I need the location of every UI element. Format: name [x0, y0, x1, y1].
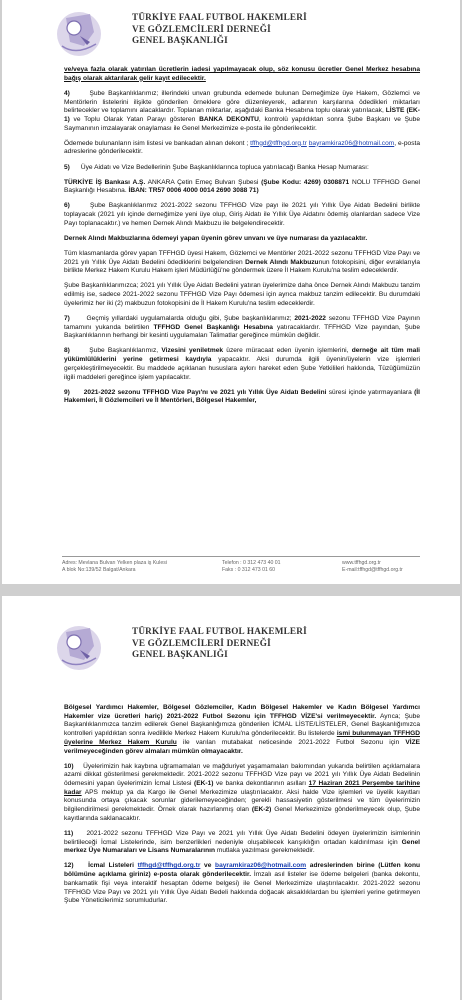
bank-name: TÜRKİYE İŞ Bankası A.Ş.	[64, 178, 146, 186]
paragraph-number: 4)	[64, 89, 70, 97]
text: ve	[200, 862, 216, 870]
text: Ayrıca; Şube Başkanlıklarımızca tanzim edilerek Genel Başkanlığımıza gönderilen İCMAL LİSTE/LİSTELER, Genel Başkanlığımızca kontrolleri yapıldıktan sonra ivedilikle Merkez Hakem Kurulu'na gönderilecektir. Bu listelerde	[64, 712, 420, 738]
account-label: TFFHGD Genel Başkanlığı Hesabına	[153, 323, 273, 331]
document-page-1	[2, 0, 460, 584]
paragraph-number: 8)	[64, 347, 70, 355]
emphasis: Vizesini yeniletmek	[161, 347, 224, 355]
paragraph-6-branch: Şube Başkanlıklarımızca; 2021 yılı Yıllık Üye Aidatı Bedelini yatıran üyelerimize daha önce Dernek Alındı Makbuzu tanzim edilmiş ise, sadece 2021-2022 sezonu TFFHGD Vize Payı ödemesi için ayrıca makbuz tanzim edilecektir. Bu durumdaki üyelerimiz her iki (2) makbuzun fotokopisini de İl Hakem Kurulu'na teslim edeceklerdir.	[64, 282, 420, 307]
paragraph-9	[64, 389, 420, 406]
text: ANKARA Çetin Emeç Bulvarı Şubesi	[145, 178, 262, 186]
text: adreslerinden birine (Lütfen konu bölümüne açıklama giriniz) e-posta olarak gönderilecektir.	[64, 862, 421, 879]
org-line-3: GENEL BAŞKANLIĞI	[132, 35, 228, 45]
paragraph-11	[64, 830, 420, 856]
emphasis: (İl Hakemleri, İl Gözlemcileri ve İl Mentörleri, Bölgesel Hakemler,	[64, 388, 420, 405]
text: nun fotokopisini, diğer evraklarıyla birlikte Merkez Hakem Kurulu Hakem işleri Müdürlüğü'ne göndermek üzere İl Hakem Kurulu'na teslim edeceklerdir.	[64, 258, 421, 275]
email-link-bayramkiraz[interactable]: bayramkiraz06@hotmail.com	[308, 139, 395, 147]
page-1-body	[64, 66, 420, 412]
text: süresi içinde yatırmayanlara	[326, 388, 415, 396]
footer-email[interactable]: E-mail:tffhgd@tffhgd.org.tr	[342, 567, 403, 574]
text: Şube Başkanlıklarımız; illerindeki unvan grubunda edemede bulunan Derneğimize üye Hakem, Gözlemci ve Mentörlerin listelerini ilişikte gönderilen örneklere göre düzenleyerek, adlarının karşılarına ödedikleri miktarları belirtecekler ve toplamını alacaklardır. Toplanan miktarlar, aşağıdaki Banka Hesabına toplu olarak yatırılacak,	[64, 89, 420, 115]
emphasis: Genel merkez Üye Numaraları ve Lisans Numaralarının	[64, 838, 420, 855]
document-page-2	[2, 596, 460, 1000]
text: üzere müracaat eden üyenin işlemlerini,	[223, 347, 352, 355]
paragraph-5	[64, 164, 420, 173]
paragraph-number: 11)	[64, 829, 74, 837]
address-line: A blok No:139/52 Balgat/Ankara	[62, 567, 136, 574]
letterhead	[2, 0, 460, 62]
deadline: 17 Haziran 2021 Perşembe tarihine kadar	[64, 780, 421, 796]
text: İcmal Listeleri	[88, 862, 138, 870]
email-link-tffhgd[interactable]: tffhgd@tffhgd.org.tr	[137, 862, 201, 870]
intro-paragraph: ve/veya fazla olarak yatırılan ücretlerin iadesi yapılmayacak olup, söz konusu ücretler Genel Merkez hesabına bağış olarak aktarılarak gelir kayıt edilecektir.	[64, 66, 420, 82]
bank-account	[64, 179, 420, 196]
emphasis: 2021-2022 sezonu TFFHGD Vize Payı'nı ve 2021 yılı Yıllık Üye Aidatı Bedelini	[83, 388, 327, 396]
email-link-tffhgd[interactable]: tffhgd@tffhgd.org.tr	[250, 139, 307, 147]
paragraph-4	[64, 90, 420, 134]
text: Tüm klasmanlarda görev yapan TFFHGD üyesi Hakem, Gözlemci ve Mentörler 2021-2022 sezonu TFFHGD Vize Payı ve 2021 yılı Yıllık Üye Aidatı Bedelini ödediklerini belgelendiren	[64, 249, 420, 266]
address-line: Adres: Mevlana Bulvarı Yelken plaza iş Kulesi	[62, 560, 167, 566]
paragraph-number: 6)	[64, 202, 70, 210]
branch-code: (Şube Kodu: 4269) 0308871	[261, 178, 350, 186]
paragraph-6-detail	[64, 250, 420, 276]
text: Geçmiş yıllardaki uygulamalarda olduğu gibi, Şube başkanlıklarımız;	[86, 314, 295, 322]
organization-name	[132, 12, 307, 47]
text: Ödemede bulunanların isim listesi ve bankadan alınan dekont ;	[64, 139, 251, 147]
text: Üyelerimizin hak kaybına uğramamaları ve mağduriyet yaşamamaları bakımından yukarıda belirtilen açıklamalara azami dikkat gösterilmesi gerekmektedir. 2021-2022 sezonu TFFHGD Vize payı ve 2021 yılı Yıllık Üye Aidatı Bedelinin ödemesini yapan üyelerimizin İcmal Listesi	[64, 762, 420, 788]
emphasis: Bölgesel Yardımcı Hakemler, Bölgesel Gözlemciler, Kadın Bölgesel Hakemler ve Kadın Bölgesel Yardımcı Hakemler vize ücretleri hariç) 2021-2022 Futbol Sezonu için TFFHGD VİZE'si verilmeyecektir.	[64, 704, 420, 720]
season: 2021-2022	[294, 314, 326, 322]
text: Genel Merkezimize gönderilmeyecek olup, Şube kayıtlarında saklanacaktır.	[64, 806, 420, 822]
text: ile varılan mutabakat neticesinde 2021-2022 Futbol Sezonu için	[176, 738, 406, 746]
text: NOLU TFFHGD Genel Başkanlığı Hesabına.	[64, 178, 420, 195]
liste-ek1-label: LİSTE (EK-1)	[64, 107, 420, 123]
org-line-1: TÜRKİYE FAAL FUTBOL HAKEMLERİ	[132, 12, 307, 22]
website-link[interactable]: www.tffhgd.org.tr	[342, 560, 381, 566]
footer-address	[62, 560, 167, 574]
text: APS mektup ya da Kargo ile Genel Merkezimize ulaştırılacaktır. Aksi halde Vize işlemleri ve üyelik kayıtları konusunda ortaya çıkacak sorunlar giderilemeyeceğinden; gerekli hassasiyetin gösterilmesi ve tüm üyelerimizin bilgilendirilmesi gerekmektedir. Örnek olarak hazırlanmış olan	[64, 788, 420, 814]
text: ve banka dekontlarının asılları	[213, 780, 309, 788]
paragraph-number: 10)	[64, 762, 74, 770]
footer-contact	[222, 560, 281, 574]
text: yapacaktır. Aksi durumda ilgili üyenin/üyelerin vize işlemleri gerçekleştirilmeyecektir. Bu maddede açıklanan hususlara aykırı hareket eden Şube Yetkilileri hakkında, Tüzüğümüzün ilgili maddeleri gereğince işlem yapılacaktır.	[64, 356, 421, 381]
paragraph-6	[64, 202, 420, 228]
text: sezonu TFFHGD Vize Payının tamamını yukarıda belirtilen	[64, 314, 420, 331]
receipt-label: Dernek Alındı Makbuzu	[245, 258, 319, 266]
organization-name	[132, 626, 307, 661]
page-2-body	[64, 704, 420, 912]
text: yatıracaklardır. TFFHGD Vize payından, Şube Başkanlıklarının herhangi bir kesinti uygulamaları Talimatlar gereğince mümkün değildir.	[64, 323, 421, 340]
page-footer	[62, 556, 420, 574]
paragraph-6-note: Dernek Alındı Makbuzlarına ödemeyi yapan üyenin görev unvanı ve üye numarası da yazılacaktır.	[64, 234, 368, 242]
text: , e-posta adreslerine gönderilecektir.	[64, 139, 420, 156]
emphasis: ismi bulunmayan TFFHGD üyelerine Merkez Hakem Kurulu	[64, 730, 420, 746]
ek2-label: (EK-2)	[251, 806, 272, 814]
text: mutlaka yazılması gerekmektedir.	[215, 847, 315, 855]
text: İmzalı asıl listeler ise ödeme belgeleri (banka dekontu, bankamatik fişi veya interaktif hesaptan ödeme belgesi) ile Genel Merkezimize ulaştırılacaktır. 2021-2022 sezonu TFFHGD Vize Payı ve 2021 yılı Yıllık Üye Aidatı Bedeli hakkında doğacak aksaklıklardan bu işlemleri yerine getirmeyen Şube Yöneticilerimiz sorumludurlar.	[64, 871, 421, 905]
org-line-2: VE GÖZLEMCİLERİ DERNEĞİ	[132, 23, 271, 34]
paragraph-7	[64, 315, 420, 341]
phone: Telefon : 0 312 473 40 01	[222, 560, 281, 566]
paragraph-number: 9)	[64, 388, 70, 396]
paragraph-number: 5)	[64, 163, 70, 171]
email-link-bayramkiraz[interactable]: bayramkiraz06@hotmail.com	[215, 862, 307, 870]
fax: Faks : 0 312 473 01 60	[222, 567, 276, 574]
paragraph-4-emails	[64, 140, 420, 157]
page-2-intro	[64, 704, 420, 756]
ek1-label: (EK-1)	[194, 780, 214, 788]
emphasis: VİZE verilmeyeceğinden görev almaları mümkün olmayacaktır.	[64, 738, 420, 755]
text: 2021-2022 sezonu TFFHGD Vize Payı ve 2021 yılı Yıllık Üye Aidatı Bedelini ödeyen üyelerimizin isimlerinin belirtileceği İcmal Listelerinde, isim benzerlikleri nedeniyle oluşabilecek karışıklığın ortadan kaldırılması için	[64, 829, 420, 846]
letterhead	[2, 614, 460, 676]
org-line-2: VE GÖZLEMCİLERİ DERNEĞİ	[132, 637, 271, 648]
text: ve Toplu Olarak Yatan Parayı gösteren	[69, 115, 200, 123]
text: Üye Aidatı ve Vize Bedellerinin Şube Başkanlıklarınca topluca yatırılacağı Banka Hesap Numarası:	[80, 163, 369, 171]
paragraph-number: 7)	[64, 314, 70, 322]
paragraph-8	[64, 347, 420, 382]
referee-logo-icon	[54, 620, 104, 672]
emphasis: derneğe ait tüm mali yükümlülüklerini yerine getirmesi kaydıyla	[64, 347, 421, 364]
paragraph-10	[64, 763, 420, 824]
paragraph-number: 12)	[64, 862, 74, 870]
text: Şube Başkanlıklarımız 2021-2022 sezonu TFFHGD Vize payı ile 2021 yılı Yıllık Üye Aidatı Bedelini birlikte toplayacak (2021 yılı içinde derneğimize yeni üye olup, Giriş Aidatı ile Yıllık Üye Aidatını ödemiş olanlardan sadece Vize Payı toplanacaktır.) ve hemen Dernek Alındı Makbuzu ile belgelendirecektir.	[64, 202, 420, 227]
text: , kontrolü yapıldıktan sonra Şube Başkanı ve Şube Saymanının imzalayarak onaylaması ile Genel Merkezimize e-posta ile gönderilecektir.	[64, 115, 420, 132]
iban: İBAN: TR57 0006 4000 0014 2690 3088 71)	[128, 187, 259, 195]
org-line-1: TÜRKİYE FAAL FUTBOL HAKEMLERİ	[132, 626, 307, 636]
referee-logo-icon	[54, 6, 104, 58]
footer-web	[342, 560, 403, 574]
paragraph-12	[64, 862, 420, 906]
org-line-3: GENEL BAŞKANLIĞI	[132, 649, 228, 659]
banka-dekontu-label: BANKA DEKONTU	[199, 115, 259, 123]
text: Şube Başkanlıklarımız,	[89, 347, 162, 355]
